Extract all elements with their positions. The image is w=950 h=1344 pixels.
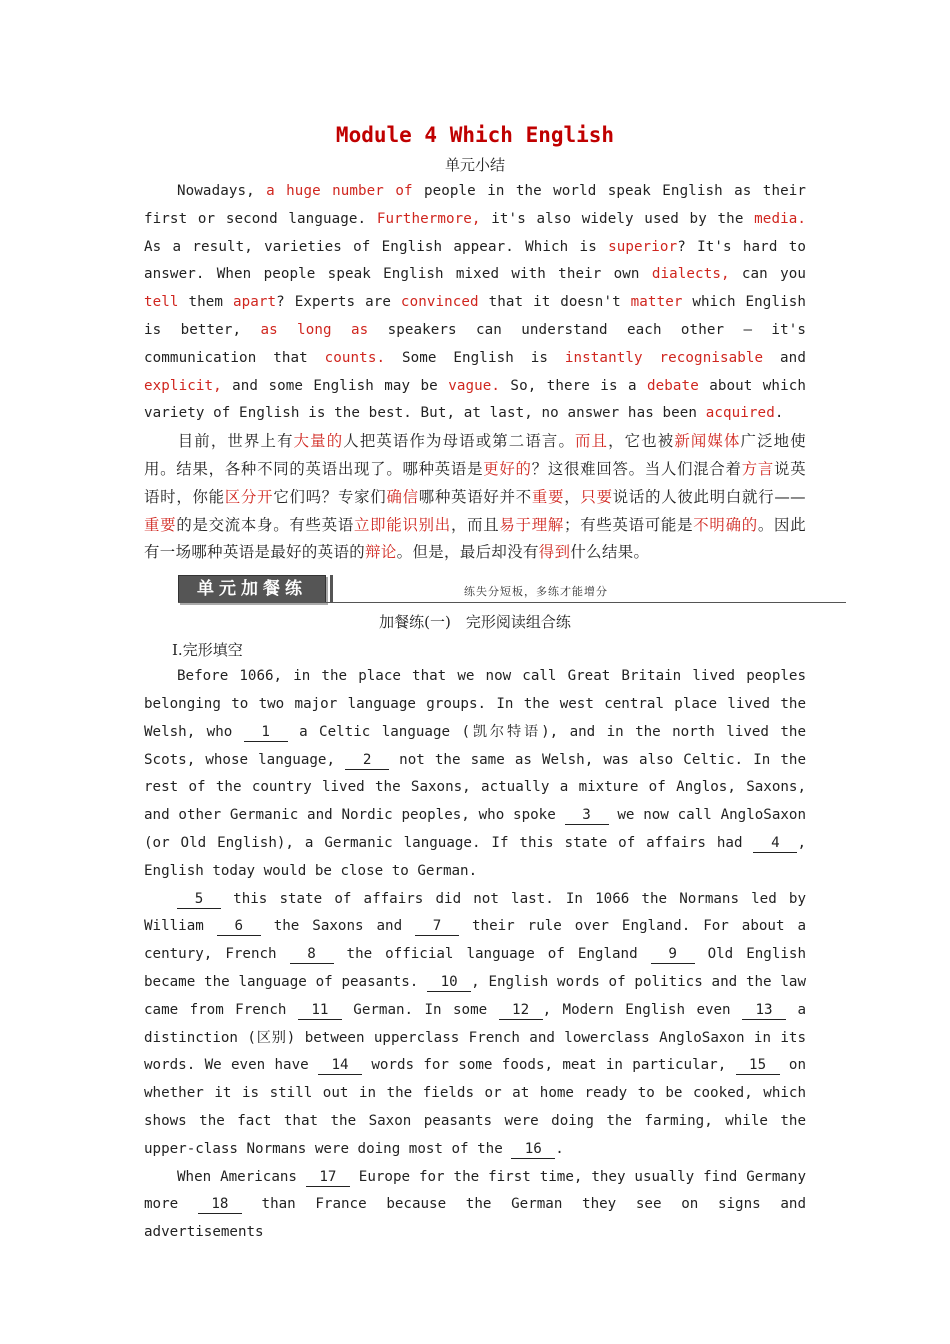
highlighted-term: 得到 bbox=[538, 543, 571, 562]
cloze-blank: 15 bbox=[736, 1056, 780, 1075]
banner-rule bbox=[178, 602, 846, 603]
highlighted-term: 易于理解 bbox=[499, 515, 565, 534]
cloze-paragraph bbox=[144, 663, 806, 885]
highlighted-term: 重要 bbox=[144, 515, 177, 534]
text-run: the official language of England bbox=[333, 946, 651, 963]
cloze-blank: 2 bbox=[345, 751, 389, 770]
text-run: Some English is bbox=[385, 349, 565, 366]
text-run: 说话的人彼此明白就行—— bbox=[612, 487, 806, 506]
document-page bbox=[144, 118, 806, 1247]
text-run: 哪种英语好并不 bbox=[418, 487, 532, 506]
banner-tagline: 练失分短板，多练才能增分 bbox=[464, 585, 608, 599]
cloze-blank: 18 bbox=[198, 1195, 242, 1214]
text-run: people in the world speak English as their first or second language. bbox=[144, 183, 807, 227]
cloze-blank: 11 bbox=[298, 1001, 342, 1020]
highlighted-term: debate bbox=[646, 377, 699, 394]
cloze-blank: 3 bbox=[565, 806, 609, 825]
cloze-blank: 13 bbox=[742, 1001, 786, 1020]
highlighted-term: 而且 bbox=[575, 432, 609, 451]
text-run: a Celtic language (凯尔特语), and in the north lived the Scots, whose language, bbox=[144, 723, 806, 768]
text-run: which English is better, bbox=[144, 294, 806, 338]
cloze-blank: 4 bbox=[753, 834, 797, 853]
summary-english bbox=[144, 178, 806, 428]
cloze-blank: 10 bbox=[427, 973, 471, 992]
highlighted-term: as long as bbox=[260, 321, 369, 338]
highlighted-term: 新闻媒体 bbox=[674, 432, 741, 451]
section-subtitle: 单元小结 bbox=[444, 156, 505, 174]
cloze-blank: 8 bbox=[290, 945, 334, 964]
highlighted-term: matter bbox=[630, 294, 683, 311]
highlighted-term: 更好的 bbox=[483, 459, 532, 478]
highlighted-term: vague. bbox=[448, 377, 501, 394]
highlighted-term: instantly recognisable bbox=[564, 349, 764, 366]
text-run: ? Experts are bbox=[276, 294, 401, 311]
highlighted-term: dialects, bbox=[651, 266, 730, 283]
text-run: ？这很难回答。当人们混合着 bbox=[531, 459, 742, 478]
text-run: not the same as Welsh, was also Celtic. In the rest of the country lived the Saxons, actually a mixture of Anglos, Saxons, and other Germanic and Nordic peoples, who spoke bbox=[144, 751, 806, 824]
text-run: 它们吗？专家们 bbox=[273, 487, 387, 506]
cloze-blank: 14 bbox=[318, 1056, 362, 1075]
text-run: speakers can understand each other — it's communication that bbox=[144, 321, 806, 366]
text-run: we now call AngloSaxon (or Old English), a Germanic language. If this state of affairs had bbox=[144, 807, 806, 851]
text-run: 广泛地使用。结果，各种不同的英语出现了。哪种英语是 bbox=[144, 432, 806, 478]
text-run: . bbox=[774, 405, 784, 422]
text-run: 的是交流本身。有些英语 bbox=[176, 515, 355, 534]
highlighted-term: 不明确的 bbox=[693, 515, 758, 534]
text-run: , English today would be close to German. bbox=[144, 834, 806, 879]
cloze-blank: 1 bbox=[244, 723, 288, 742]
highlighted-term: superior bbox=[608, 238, 678, 255]
text-run: So, there is a bbox=[500, 377, 647, 394]
highlighted-term: convinced bbox=[400, 294, 479, 311]
text-run: When Americans bbox=[177, 1168, 306, 1185]
text-run: this state of affairs did not last. In 1066 the Normans led by William bbox=[144, 890, 806, 935]
text-run: Nowadays, bbox=[177, 183, 267, 199]
highlighted-term: 辩论 bbox=[365, 543, 397, 562]
cloze-passage bbox=[144, 663, 806, 1247]
text-run: ，而且 bbox=[450, 515, 500, 534]
text-run: 什么结果。 bbox=[570, 543, 650, 562]
text-run: , English words of politics and the law came from French bbox=[144, 973, 806, 1018]
text-run: 说英语时，你能 bbox=[144, 459, 806, 506]
text-run: and some English may be bbox=[221, 377, 449, 394]
highlighted-term: 大量的 bbox=[293, 432, 344, 451]
text-run: that it doesn't bbox=[478, 294, 631, 311]
text-run: words for some foods, meat in particular, bbox=[361, 1057, 736, 1074]
text-run: Before 1066, in the place that we now call Great Britain lived peoples belonging to two major language groups. In the west central place lived the Welsh, who bbox=[144, 668, 806, 740]
text-run: German. In some bbox=[341, 1001, 499, 1018]
cloze-blank: 9 bbox=[651, 945, 695, 964]
banner-divider bbox=[330, 575, 333, 603]
cloze-blank: 5 bbox=[177, 890, 221, 909]
highlighted-term: media. bbox=[754, 210, 807, 227]
text-run: the Saxons and bbox=[260, 918, 416, 935]
highlighted-term: 立即能识别出 bbox=[354, 515, 451, 534]
text-run: As a result, varieties of English appear. Which is bbox=[144, 238, 609, 255]
highlighted-term: explicit, bbox=[144, 377, 222, 394]
summary-chinese bbox=[144, 428, 806, 567]
cloze-paragraph bbox=[144, 886, 806, 1164]
text-run: about which variety of English is the best. But, at last, no answer has been bbox=[144, 377, 807, 422]
highlighted-term: 确信 bbox=[386, 487, 419, 506]
text-run: on whether it is still out in the fields or at home ready to be cooked, which shows the fact that the Saxon peasants were doing the farming, while the upper-class Normans were doing most of the bbox=[144, 1057, 806, 1157]
text-run: and bbox=[763, 349, 806, 366]
cloze-blank: 6 bbox=[217, 917, 261, 936]
text-run: Europe for the first time, they usually find Germany more bbox=[144, 1168, 806, 1213]
cloze-blank: 12 bbox=[499, 1001, 543, 1020]
text-run: ，它也被 bbox=[608, 432, 675, 451]
text-run: their rule over England. For about a century, French bbox=[144, 918, 806, 963]
highlighted-term: apart bbox=[232, 294, 277, 311]
highlighted-term: 区分开 bbox=[224, 487, 274, 506]
highlighted-term: Furthermore, bbox=[376, 210, 481, 227]
text-run: ；有些英语可能是 bbox=[564, 515, 694, 534]
text-run: can you bbox=[729, 266, 806, 283]
highlighted-term: counts. bbox=[324, 349, 386, 366]
page-title: Module 4 Which English bbox=[335, 123, 615, 147]
text-run: 目前，世界上有 bbox=[177, 432, 294, 451]
highlighted-term: 方言 bbox=[741, 459, 775, 478]
text-run: a distinction (区别) between upperclass French and lowerclass AngloSaxon in its words. We even have bbox=[144, 1001, 806, 1074]
banner-label: 单元加餐练 bbox=[178, 575, 326, 603]
text-run: 人把英语作为母语或第二语言。 bbox=[343, 432, 575, 451]
text-run: Old English became the language of peasants. bbox=[144, 946, 806, 990]
cloze-paragraph bbox=[144, 1164, 806, 1247]
text-run: ? It's hard to answer. When people speak English mixed with their own bbox=[144, 238, 806, 283]
text-run: 。因此有一场哪种英语是最好的英语的 bbox=[144, 515, 807, 562]
text-run: than France because the German they see on signs and advertisements bbox=[144, 1196, 806, 1241]
highlighted-term: 重要 bbox=[531, 487, 565, 506]
text-run: ， bbox=[564, 487, 581, 506]
text-run: , Modern English even bbox=[542, 1001, 743, 1018]
highlighted-term: 只要 bbox=[580, 487, 613, 506]
cloze-blank: 17 bbox=[306, 1168, 350, 1187]
part-label: Ⅰ.完形填空 bbox=[172, 641, 243, 660]
text-run: them bbox=[178, 294, 233, 311]
highlighted-term: a huge number of bbox=[266, 183, 413, 199]
cloze-blank: 7 bbox=[415, 917, 459, 936]
highlighted-term: acquired bbox=[705, 405, 775, 422]
text-run: . bbox=[555, 1140, 564, 1157]
cloze-blank: 16 bbox=[511, 1140, 555, 1159]
text-run: 。但是，最后却没有 bbox=[396, 543, 539, 562]
text-run: it's also widely used by the bbox=[480, 210, 755, 227]
exercise-banner bbox=[144, 573, 806, 603]
highlighted-term: tell bbox=[144, 294, 179, 311]
section-heading: 加餐练(一) 完形阅读组合练 bbox=[379, 613, 571, 632]
